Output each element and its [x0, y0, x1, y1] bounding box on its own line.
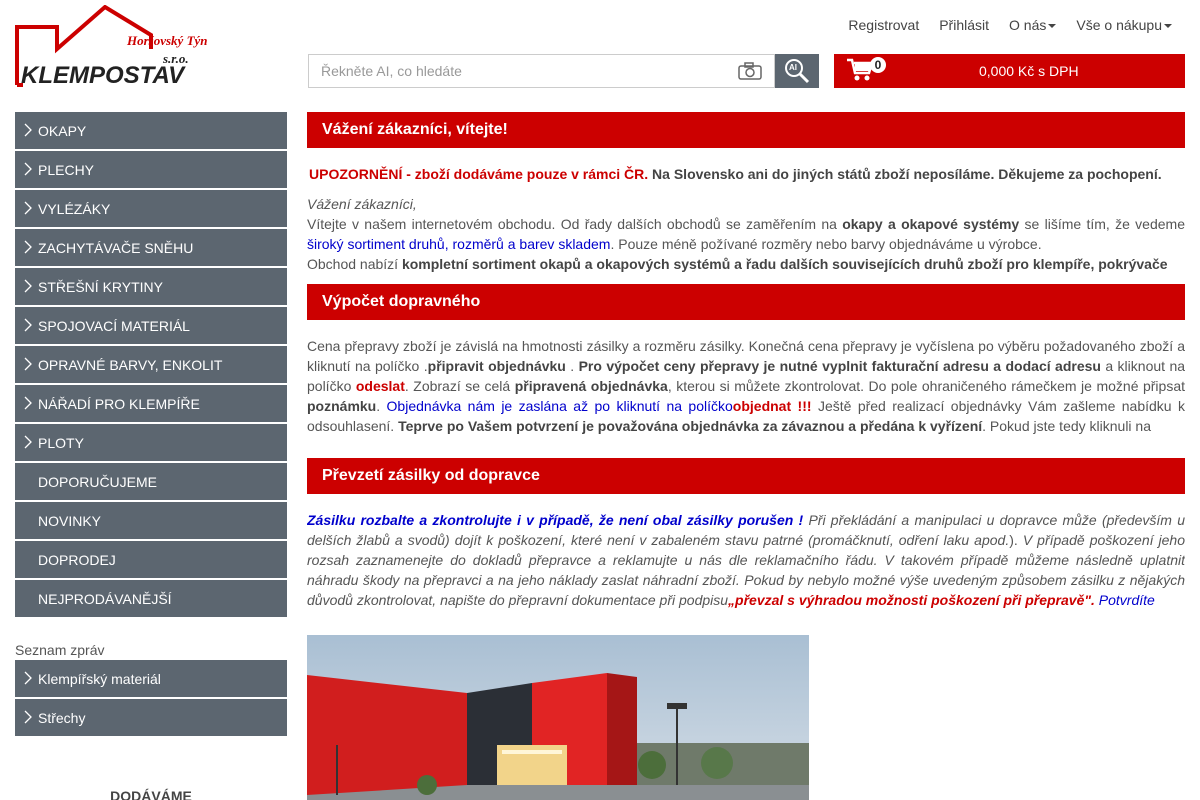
shopping-info-dropdown[interactable]	[1076, 17, 1172, 33]
sidebar-item-vylezaky[interactable]	[15, 190, 287, 229]
sidebar-item-stresni-krytiny[interactable]	[15, 268, 287, 307]
ai-search-label: AI	[789, 63, 797, 72]
news-menu	[15, 660, 287, 738]
pickup-text-3: ).	[1009, 532, 1018, 548]
search-box	[308, 54, 775, 88]
sidebar-item-doprodej[interactable]	[15, 541, 287, 580]
sidebar-item-label: PLECHY	[38, 161, 95, 178]
logo-line1: Horšovský Týn	[127, 33, 208, 48]
register-link[interactable]: Registrovat	[848, 17, 920, 33]
offer-text-b: kompletní sortiment okapů a okapových systémů a řadu dalších souvisejících druhů zboží pro klempíře, pokrývače	[401, 256, 1168, 272]
sidebar-item-spojovaci-material[interactable]	[15, 307, 287, 346]
sidebar-item-label: Klempířský materiál	[38, 670, 161, 687]
sidebar-item-label: OPRAVNÉ BARVY, ENKOLIT	[38, 356, 223, 373]
main-content	[307, 112, 1185, 610]
prepare-order-term: připravit objednávku	[427, 358, 566, 374]
cart-count-badge: 0	[870, 57, 886, 73]
sidebar-item-opravne-barvy-enkolit[interactable]	[15, 346, 287, 385]
chevron-right-icon	[24, 357, 32, 374]
top-navigation	[848, 17, 1172, 33]
cart-button[interactable]	[834, 54, 1185, 88]
logo-brand: KLEMPOSTAV	[21, 62, 185, 87]
shipping-text-5: a kliknout na políčko	[307, 358, 1185, 394]
warning-red-text: UPOZORNĚNÍ - zboží dodáváme pouze v rámci ČR.	[309, 166, 649, 182]
warning-rest-text: Na Slovensko ani do jiných států zboží neposíláme. Děkujeme za pochopení.	[648, 166, 1162, 182]
pickup-reservation-phrase: „převzal s výhradou možnosti poškození při přepravě".	[728, 592, 1095, 608]
chevron-right-icon	[24, 318, 32, 335]
chevron-right-icon	[24, 671, 32, 688]
sidebar-item-zachytavace-snehu[interactable]	[15, 229, 287, 268]
caret-down-icon	[1164, 24, 1172, 28]
pickup-text-6: Potvrdíte	[1094, 592, 1155, 608]
chevron-right-icon	[24, 279, 32, 296]
sidebar-item-okapy[interactable]	[15, 112, 287, 151]
logo-line2: s.r.o.	[163, 51, 189, 66]
pickup-warning: Zásilku rozbalte a zkontrolujte i v případě, že není obal zásilky porušen !	[307, 512, 804, 528]
sidebar-item-nejprodavanejsi[interactable]	[15, 580, 287, 619]
sidebar-item-label: Střechy	[38, 709, 86, 726]
sidebar-item-plechy[interactable]	[15, 151, 287, 190]
sidebar-item-label: NOVINKY	[38, 512, 102, 529]
about-label: O nás	[1009, 17, 1047, 33]
sidebar-item-label: DOPRODEJ	[38, 551, 116, 568]
shipping-text-11: .	[376, 398, 387, 414]
intro-text-b: okapy a okapové systémy	[842, 216, 1020, 232]
greeting-text: Vážení zákazníci,	[307, 196, 417, 212]
sidebar-item-naradi-pro-klempire[interactable]	[15, 385, 287, 424]
pickup-heading: Převzetí zásilky od dopravce	[307, 458, 1185, 494]
about-dropdown[interactable]	[1009, 17, 1056, 33]
chevron-right-icon	[24, 123, 32, 140]
chevron-right-icon	[24, 396, 32, 413]
category-sidebar	[15, 112, 287, 738]
shipping-text-15: Teprve po Vašem potvrzení je považována objednávka za závaznou a předána k vyřízení	[398, 418, 983, 434]
pickup-paragraph	[307, 510, 1185, 610]
stock-range-link[interactable]: široký sortiment druhů, rozměrů a barev skladem	[307, 236, 611, 252]
site-logo[interactable]	[15, 5, 220, 87]
sidebar-item-label: PLOTY	[38, 434, 84, 451]
send-term: odeslat	[355, 378, 405, 394]
shipping-text-3: .	[565, 358, 579, 374]
shipping-text-16: . Pokud jste tedy kliknuli na	[982, 418, 1152, 434]
sidebar-item-label: OKAPY	[38, 122, 87, 139]
sidebar-item-label: NÁŘADÍ PRO KLEMPÍŘE	[38, 395, 200, 412]
login-link[interactable]: Přihlásit	[939, 17, 990, 33]
sidebar-item-novinky[interactable]	[15, 502, 287, 541]
note-term: poznámku	[307, 398, 377, 414]
caret-down-icon	[1048, 24, 1056, 28]
sidebar-item-ploty[interactable]	[15, 424, 287, 463]
cart-total: 0,000 Kč s DPH	[979, 63, 1079, 79]
sidebar-item-doporucujeme[interactable]	[15, 463, 287, 502]
chevron-right-icon	[24, 435, 32, 452]
sidebar-item-strechy[interactable]	[15, 699, 287, 738]
welcome-heading: Vážení zákazníci, vítejte!	[307, 112, 1185, 148]
intro-text-e: . Pouze méně požívané rozměry nebo barvy objednáváme u výrobce.	[610, 236, 1042, 252]
chevron-right-icon	[24, 710, 32, 727]
camera-icon[interactable]	[738, 62, 762, 83]
ai-search-button[interactable]	[775, 54, 819, 88]
shipping-paragraph	[307, 336, 1185, 436]
sidebar-item-label: STŘEŠNÍ KRYTINY	[38, 278, 163, 295]
sidebar-item-label: NEJPRODÁVANĚJŠÍ	[38, 590, 172, 607]
intro-text-a: Vítejte v našem internetovém obchodu. Od řady dalších obchodů se zaměřením na	[307, 216, 843, 232]
building-photo	[307, 635, 809, 800]
sidebar-item-label: ZACHYTÁVAČE SNĚHU	[38, 239, 194, 256]
search-input[interactable]	[309, 55, 719, 87]
order-term: objednat !!!	[732, 398, 812, 414]
shopping-info-label: Vše o nákupu	[1076, 17, 1162, 33]
pickup-text-2: Při překládání a manipulaci u dopravce může (především u delších žlabů a svodů) dojít k poškození, které není v zabaleném stavu patrné (promáčknutí, odření laku apod.	[307, 512, 1185, 548]
intro-text-c: se lišíme tím, že vedeme	[1019, 216, 1185, 232]
sidebar-item-klempirsky-material[interactable]	[15, 660, 287, 699]
shipping-text-12: Objednávka nám je zaslána až po kliknutí na políčko	[386, 398, 733, 414]
offer-paragraph	[307, 254, 1185, 274]
shipping-text-9: , kterou si můžete zkontrolovat. Do pole ohraničeného rámečkem je možné připsat	[667, 378, 1185, 394]
shipping-text-14: Ještě před realizací objednávky Vám zašleme nabídku k odsouhlasení.	[307, 398, 1185, 434]
chevron-right-icon	[24, 240, 32, 257]
warning-notice	[307, 164, 1185, 184]
intro-paragraph	[307, 214, 1185, 254]
offer-text-a: Obchod nabízí	[307, 256, 402, 272]
shipping-text-7: . Zobrazí se celá	[404, 378, 515, 394]
sidebar-item-label: DOPORUČUJEME	[38, 473, 158, 490]
chevron-right-icon	[24, 201, 32, 218]
pickup-text-4: V případě poškození jeho rozsah zaznamenejte do dokladů přepravce a reklamujte u nás dle reklamačního řádu. V takovém případě můžeme následně uplatnit náhradu škody na přepravci a na jeho náklady zaslat náhradní zboží. Pokud by nebylo možné výše uvedeným způsobem zásilku z nějakých důvodů zkontrolovat, napište do přepravní dokumentace při podpisu	[307, 532, 1185, 608]
prepared-order-term: připravená objednávka	[514, 378, 668, 394]
sidebar-footer-heading: DODÁVÁME	[110, 788, 192, 800]
shipping-text-4: Pro výpočet ceny přepravy je nutné vyplnit fakturační adresu a dodací adresu	[578, 358, 1101, 374]
shipping-text-1: Cena přepravy zboží je závislá na hmotnosti zásilky a rozměru zásilky. Konečná cena přepravy je vyčíslena po výběru požadovaného zboží a kliknutí na políčko .	[307, 338, 1185, 374]
news-list-label: Seznam zpráv	[15, 642, 105, 658]
category-menu	[15, 112, 287, 619]
sidebar-item-label: VYLÉZÁKY	[38, 200, 111, 217]
sidebar-item-label: SPOJOVACÍ MATERIÁL	[38, 317, 190, 334]
chevron-right-icon	[24, 162, 32, 179]
shipping-heading: Výpočet dopravného	[307, 284, 1185, 320]
